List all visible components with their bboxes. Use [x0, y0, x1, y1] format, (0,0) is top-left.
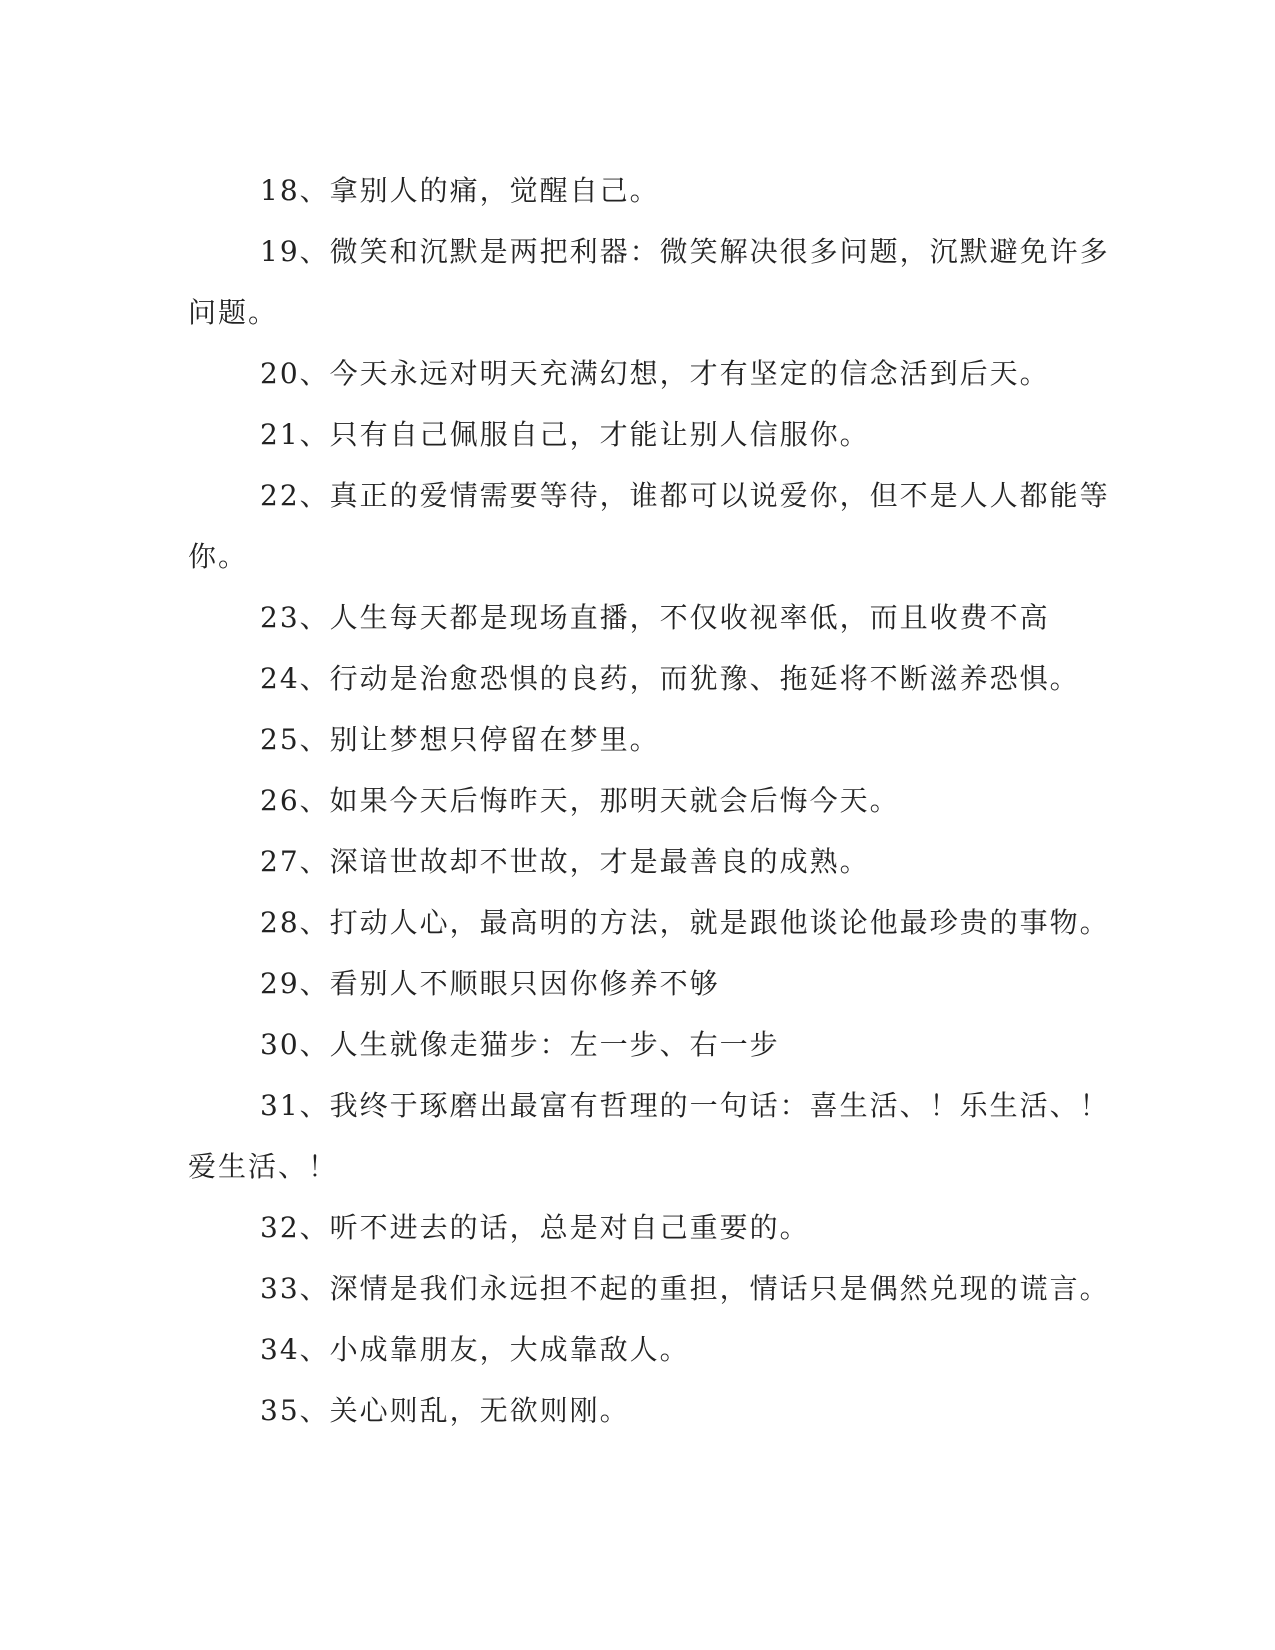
paragraph-continuation: 问题。	[188, 296, 279, 329]
paragraph-line: 25、别让梦想只停留在梦里。	[260, 723, 660, 756]
list-item	[188, 1197, 1068, 1258]
list-item	[188, 1380, 1068, 1441]
paragraph-line: 32、听不进去的话，总是对自己重要的。	[260, 1211, 810, 1244]
list-item	[188, 953, 1068, 1014]
quote-list	[188, 160, 1110, 1441]
paragraph-continuation: 你。	[188, 540, 249, 573]
list-item	[188, 648, 1080, 709]
paragraph-line: 31、我终于琢磨出最富有哲理的一句话：喜生活、！乐生活、！	[260, 1089, 1110, 1122]
paragraph-line: 29、看别人不顺眼只因你修养不够	[260, 967, 720, 1000]
list-item	[188, 709, 1068, 770]
list-item	[188, 160, 1068, 221]
paragraph-continuation: 爱生活、！	[188, 1150, 339, 1183]
paragraph-line: 19、微笑和沉默是两把利器：微笑解决很多问题，沉默避免许多	[260, 235, 1110, 268]
paragraph-line: 35、关心则乱，无欲则刚。	[260, 1394, 630, 1427]
list-item	[188, 404, 1068, 465]
paragraph-line: 21、只有自己佩服自己，才能让别人信服你。	[260, 418, 870, 451]
paragraph-line: 24、行动是治愈恐惧的良药，而犹豫、拖延将不断滋养恐惧。	[260, 662, 1080, 695]
list-item	[188, 343, 1068, 404]
list-item	[188, 465, 1110, 587]
paragraph-line: 34、小成靠朋友，大成靠敌人。	[260, 1333, 690, 1366]
paragraph-line: 28、打动人心，最高明的方法，就是跟他谈论他最珍贵的事物。	[260, 906, 1110, 939]
paragraph-line: 20、今天永远对明天充满幻想，才有坚定的信念活到后天。	[260, 357, 1050, 390]
paragraph-line: 30、人生就像走猫步：左一步、右一步	[260, 1028, 780, 1061]
list-item	[188, 831, 1068, 892]
paragraph-line: 26、如果今天后悔昨天，那明天就会后悔今天。	[260, 784, 900, 817]
paragraph-line: 22、真正的爱情需要等待，谁都可以说爱你，但不是人人都能等	[260, 479, 1110, 512]
list-item	[188, 221, 1110, 343]
list-item	[188, 770, 1068, 831]
paragraph-line: 33、深情是我们永远担不起的重担，情话只是偶然兑现的谎言。	[260, 1272, 1110, 1305]
paragraph-line: 18、拿别人的痛，觉醒自己。	[260, 174, 660, 207]
list-item	[188, 1319, 1068, 1380]
list-item	[188, 892, 1110, 953]
list-item	[188, 1014, 1068, 1075]
list-item	[188, 1258, 1110, 1319]
paragraph-line: 23、人生每天都是现场直播，不仅收视率低，而且收费不高	[260, 601, 1050, 634]
list-item	[188, 1075, 1110, 1197]
list-item	[188, 587, 1068, 648]
paragraph-line: 27、深谙世故却不世故，才是最善良的成熟。	[260, 845, 870, 878]
